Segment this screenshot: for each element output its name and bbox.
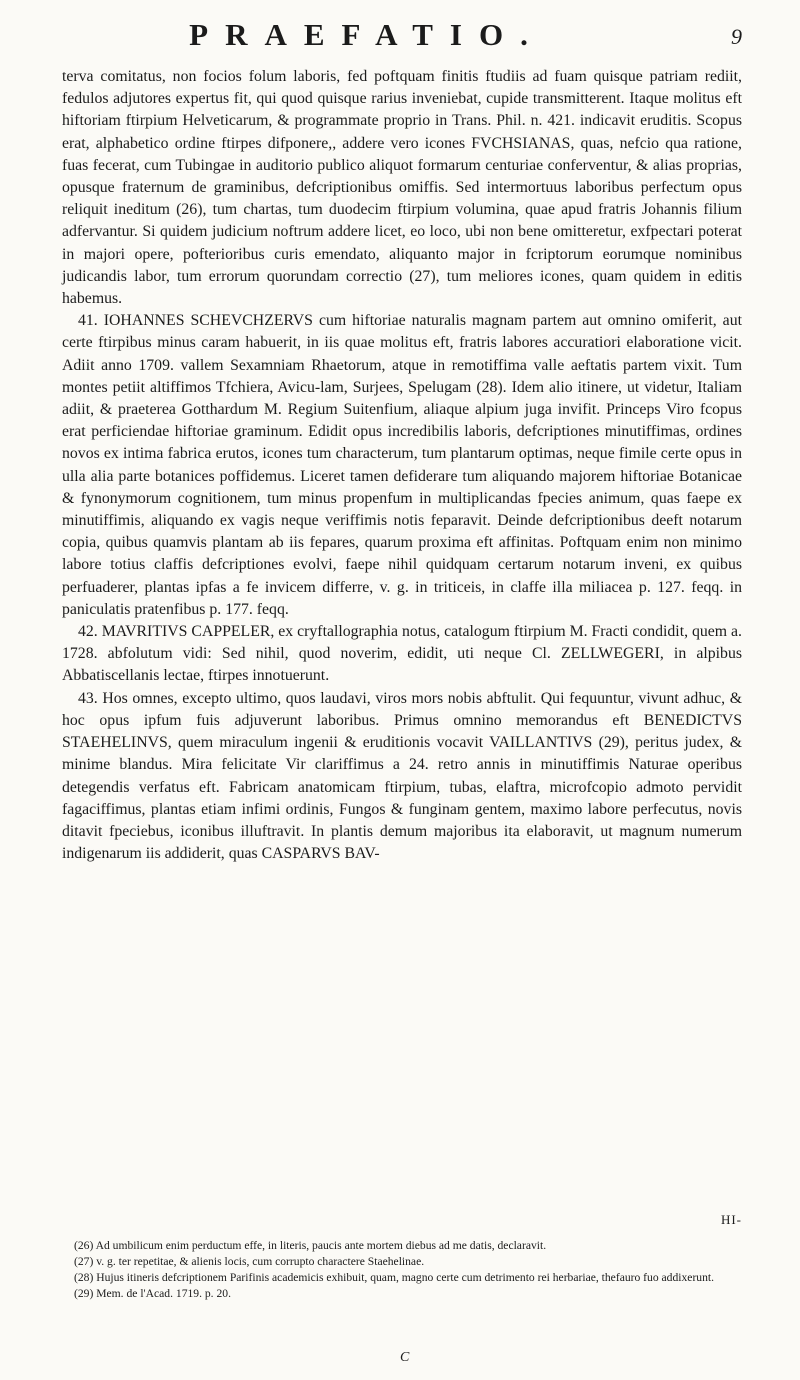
signature-mark: C [400, 1350, 410, 1365]
page-header [62, 10, 742, 60]
paragraph-41: 41. IOHANNES SCHEVCHZERVS cum hiftoriae naturalis magnam partem aut omnino omiferit, aut certe ftirpibus minus caram habuerit, in iis quae molitus eft, fratris labores accuratiori elaboratione vicit. Adiit anno 1709. vallem Sexamniam Rhaetorum, atque in remotiffima valle aeftatis partem vixit. Tum montes petiit altiffimos Tfchiera, Avicu-lam, Surjees, Spelugam (28). Idem alio itinere, ut videtur, Italiam adiit, & praeterea Gotthardum M. Regium Suitenfium, aliaque alpium juga invifit. Princeps Viro fcopus erat perficiendae hiftoriae graminum. Edidit opus incredibilis laboris, defcriptiones minutiffimas, ordines novos ex intima fabrica erutos, icones tum characterum, tum plantarum optimas, neque fimile certe opus in ulla alia parte botanices poffidemus. Liceret tamen defiderare tum aliquando majorem hiftoriae Botanicae & fynonymorum cognitionem, tum minus propenfum in multiplicandas fpecies animum, quas faepe ex minutiffimis, aliquando ex vagis neque veriffimis notis feparavit. Deinde defcriptionibus deeft notarum copia, quibus quamvis plantam ab iis fepares, quarum proxima eft affinitas. Poftquam enim non minimo labore totius claffis defcriptiones evolvi, faepe nihil quidquam certarum notarum inveni, ex quibus perfuaderer, plantas ipfas a fe invicem differre, v. g. in triticeis, in claffe illa miliacea p. 127. feqq. in paniculatis pratenfibus p. 177. feqq. [62, 312, 742, 618]
footnote-28: (28) Hujus itineris defcriptionem Parifinis academicis exhibuit, quam, magno certe cum detrimento rei herbariae, thefauro fuo addixerunt. [74, 1271, 715, 1284]
running-head: PRAEFATIO. [189, 17, 545, 52]
paragraph-43: 43. Hos omnes, excepto ultimo, quos laudavi, viros mors nobis abftulit. Qui fequuntur, vivunt adhuc, & hoc opus ipfum fuis adjuverunt laboribus. Primus omnino memorandus eft BENEDICTVS STAEHELINVS, quem miraculum ingenii & eruditionis vocavit VAILLANTIVS (29), peritus judex, & minime blandus. Mira felicitate Vir clariffimus a 24. retro annis in minutiffimis Naturae operibus detegendis verfatus eft. Fabricam anatomicam ftirpium, tubas, elaftra, microfcopio admoto pervidit fagaciffimus, plantas etiam infimi ordinis, Fungos & funginam gentem, maximo labore perfecutus, novis ditavit fpeciebus, iconibus illuftravit. In plantis demum majoribus ita elaboravit, ut magnum numerum indigenarum iis addiderit, quas CASPARVS BAV- [62, 689, 742, 863]
main-text [62, 66, 742, 865]
footnotes [62, 1238, 742, 1302]
footnote-27: (27) v. g. ter repetitae, & alienis locis, cum corrupto charactere Staehelinae. [74, 1255, 425, 1268]
page-number: 9 [731, 24, 742, 49]
footnote-26: (26) Ad umbilicum enim perductum effe, in literis, paucis ante mortem diebus ad me datis, declaravit. [74, 1239, 547, 1252]
paragraph-continuation: terva comitatus, non focios folum laboris, fed poftquam finitis ftudiis ad fuam quisque patriam rediit, fedulos adjutores expertus fit, qui quod quisque rarius inveniebat, cupide transmitterent. Itaque molitus eft hiftoriam ftirpium Helveticarum, & programmate proprio in Trans. Phil. n. 421. indicavit eruditis. Scopus erat, alphabetico ordine ftirpes difponere,, addere vero icones FVCHSIANAS, quas, nefcio qua ratione, fuas fecerat, cum Tubingae in auditorio publico aliquot formarum centuriae conferventur, & alias proprias, opusque fraternum de graminibus, defcriptionibus omiffis. Sed intermortuus laboribus perfectum opus reliquit ineditum (26), tum chartas, tum duodecim ftirpium volumina, quae apud fratris Johannis filium adfervantur. Si quidem judicium noftrum addere licet, eo loco, ubi non bene omitteretur, exfpectari poterat in majori opere, pofterioribus curis emendato, aliquanto major in fcriptorum eorumque nominibus judicandis labor, tum errorum quorundam correctio (27), tum meliores icones, quam quidem in editis habemus. [62, 68, 742, 308]
footnote-29: (29) Mem. de l'Acad. 1719. p. 20. [74, 1287, 231, 1300]
catchword: HI- [720, 1212, 742, 1227]
book-page [62, 0, 742, 1380]
paragraph-42: 42. MAVRITIVS CAPPELER, ex cryftallographia notus, catalogum ftirpium M. Fracti condidit, quem a. 1728. abfolutum vidi: Sed nihil, quod noverim, edidit, uti neque Cl. ZELLWEGERI, in alpibus Abbatiscellanis lectae, ftirpes innotuerunt. [62, 623, 742, 685]
